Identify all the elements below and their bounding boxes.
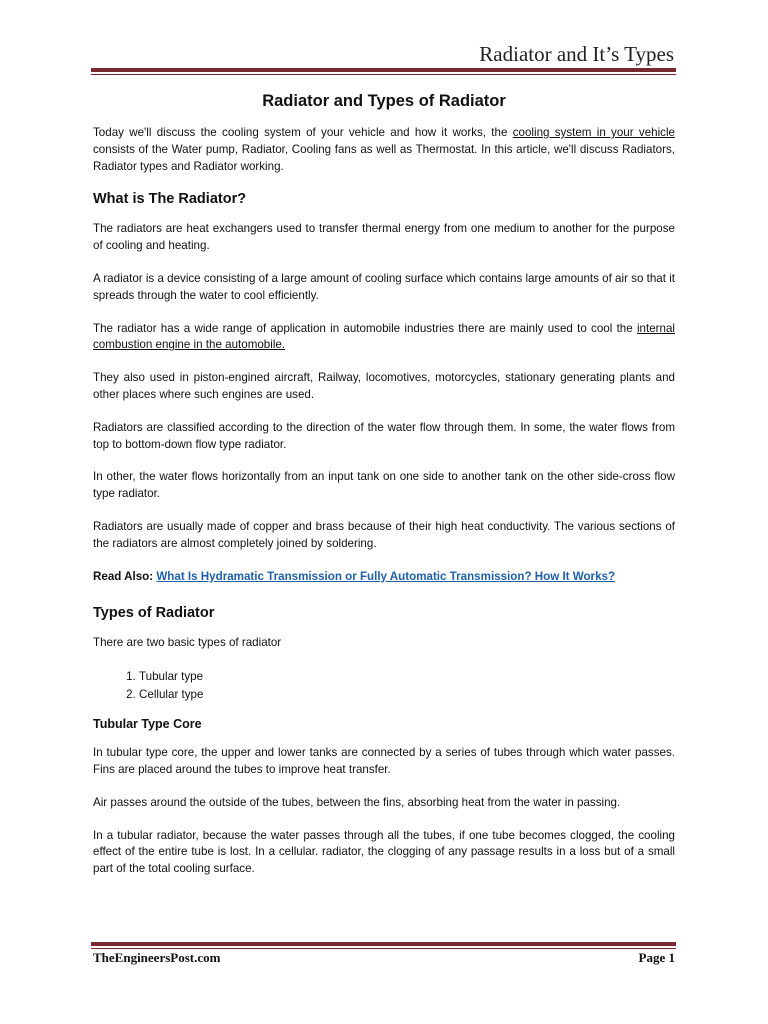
read-also-label: Read Also: [93,569,157,583]
paragraph: The radiators are heat exchangers used to transfer thermal energy from one medium to another for the purpose of cooling and heating. [93,222,675,253]
footer-row [93,950,675,966]
page-number: Page 1 [638,950,675,965]
section-heading-types: Types of Radiator [93,605,215,622]
document-body [93,92,675,894]
read-also-link[interactable]: What Is Hydramatic Transmission or Fully Automatic Transmission? How It Works? [156,569,616,583]
intro-text-end: consists of the Water pump, Radiator, Cooling fans as well as Thermostat. In this article, we'll discuss Radiators, Radiator types and Radiator working. [93,142,675,173]
paragraph: Air passes around the outside of the tubes, between the fins, absorbing heat from the water in passing. [93,795,621,809]
paragraph: There are two basic types of radiator [93,636,282,650]
footer-rule [91,942,676,949]
paragraph-text: The radiator has a wide range of application in automobile industries there are mainly used to cool the [93,321,637,335]
header-title: Radiator and It’s Types [479,42,674,66]
list-item: 2. Cellular type [139,686,675,704]
section-heading-what-is-radiator: What is The Radiator? [93,191,247,208]
paragraph: They also used in piston-engined aircraft, Railway, locomotives, motorcycles, stationary generating plants and other places where such engines are used. [93,371,675,401]
paragraph: Radiators are usually made of copper and brass because of their high heat conductivity. The various sections of the radiators are almost completely joined by soldering. [93,519,675,550]
paragraph: Radiators are classified according to the direction of the water flow through them. In some, the water flows from top to bottom-down flow type radiator. [93,420,675,451]
paragraph [93,321,675,355]
read-also [93,569,675,586]
header-rule [91,68,676,75]
list-item: 1. Tubular type [139,668,675,686]
radiator-type-list [93,668,675,703]
cooling-system-link[interactable]: cooling system in your vehicle [512,126,675,139]
paragraph: In other, the water flows horizontally from an input tank on one side to another tank on the other side-cross flow type radiator. [93,470,675,501]
intro-paragraph [93,125,675,175]
footer-site: TheEngineersPost.com [93,950,221,965]
ic-engine-link[interactable]: internal combustion engine in the automobile. [93,321,675,352]
paragraph: A radiator is a device consisting of a large amount of cooling surface which contains large amounts of air so that it spreads through the water to cool efficiently. [93,271,675,302]
subheading-tubular-core: Tubular Type Core [93,717,202,732]
paragraph: In tubular type core, the upper and lower tanks are connected by a series of tubes through which water passes. Fins are placed around the tubes to improve heat transfer. [93,746,675,776]
intro-text: Today we'll discuss the cooling system of your vehicle and how it works, the [93,126,513,139]
paragraph: In a tubular radiator, because the water passes through all the tubes, if one tube becomes clogged, the cooling effect of the entire tube is lost. In a cellular. radiator, the clogging of any passage results in a loss but of a small part of the total cooling surface. [93,828,675,876]
document-title: Radiator and Types of Radiator [262,92,506,110]
